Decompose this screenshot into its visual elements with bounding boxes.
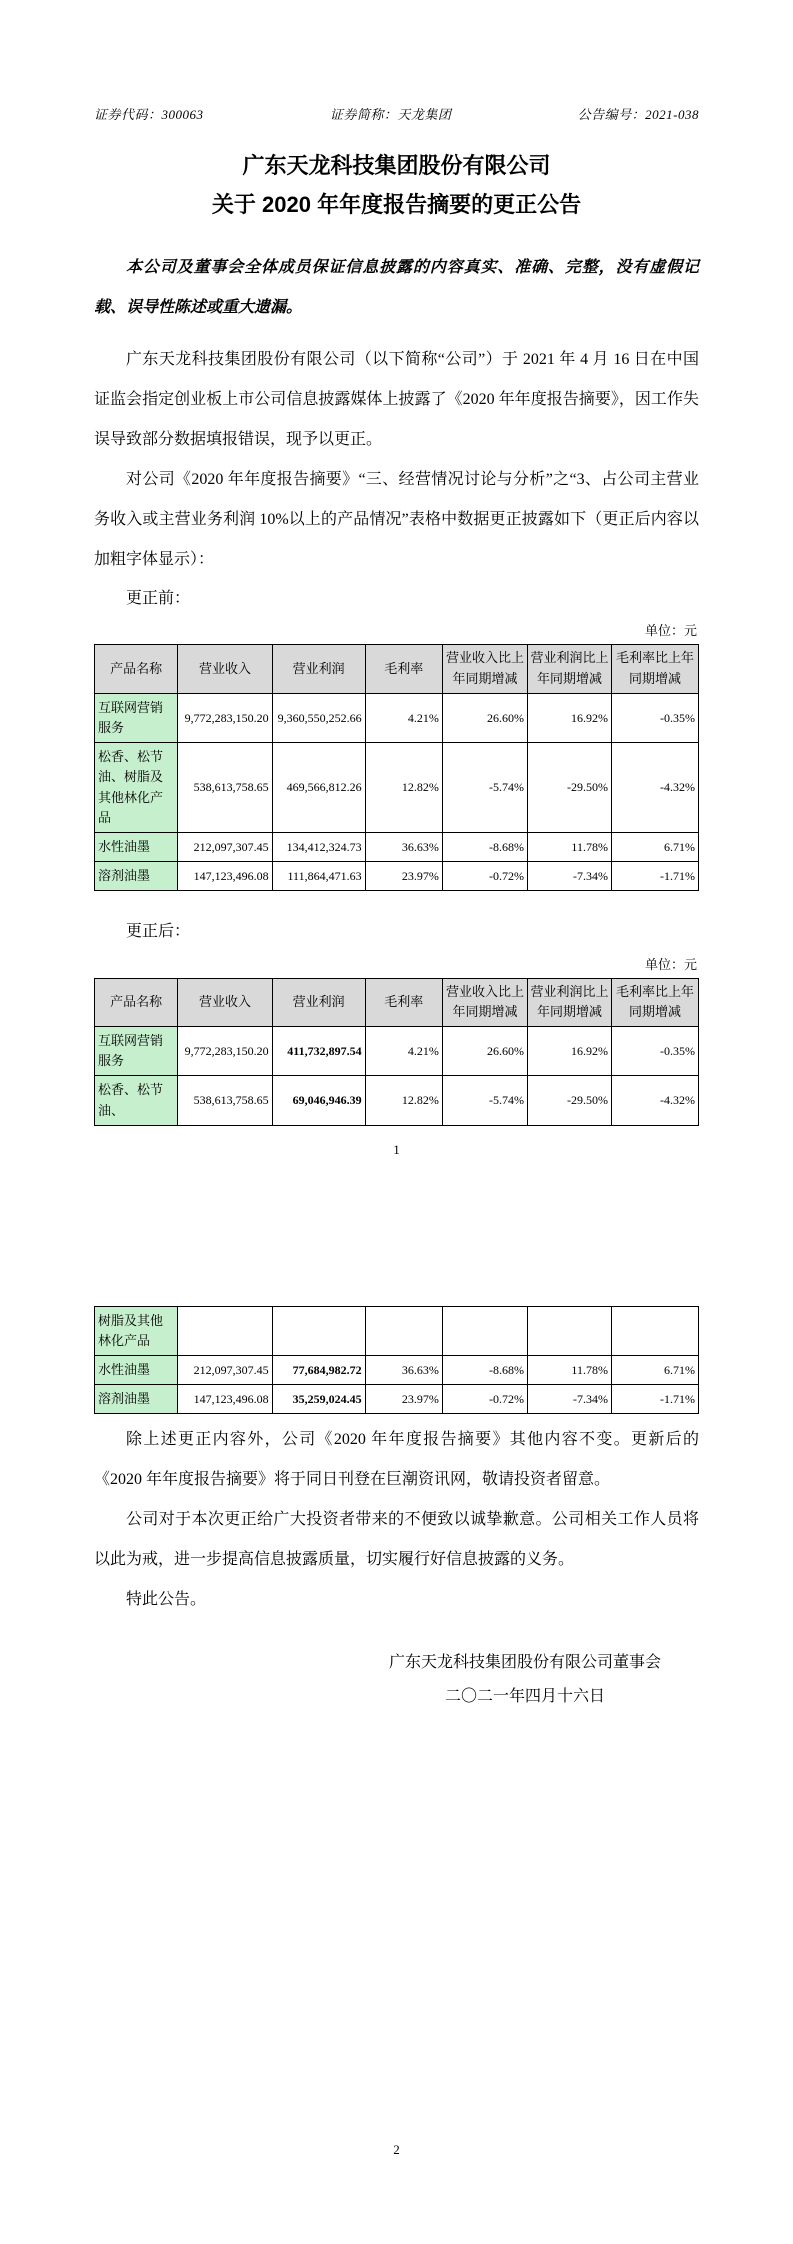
- value-cell: [528, 1306, 612, 1355]
- value-cell: 9,772,283,150.20: [178, 1027, 272, 1076]
- page-2-number: 2: [393, 2142, 400, 2157]
- value-cell: 147,123,496.08: [178, 1385, 272, 1414]
- value-cell: 77,684,982.72: [272, 1355, 365, 1384]
- table-row: [95, 832, 699, 861]
- value-cell: 469,566,812.26: [272, 743, 365, 833]
- product-name-cell: 溶剂油墨: [95, 1385, 178, 1414]
- table-row: [95, 861, 699, 890]
- apology-paragraph: 公司对于本次更正给广大投资者带来的不便致以诚挚歉意。公司相关工作人员将以此为戒，进一步提高信息披露质量，切实履行好信息披露的义务。: [94, 1511, 699, 1569]
- table-row: [95, 1306, 699, 1355]
- column-header: 毛利率比上年同期增减: [611, 978, 698, 1027]
- value-cell: [611, 1306, 698, 1355]
- column-header: 毛利率: [365, 645, 442, 694]
- product-name-cell: 互联网营销服务: [95, 1027, 178, 1076]
- value-cell: 69,046,946.39: [272, 1076, 365, 1125]
- value-cell: 23.97%: [365, 861, 442, 890]
- value-cell: [442, 1306, 527, 1355]
- value-cell: -29.50%: [528, 743, 612, 833]
- product-name-cell: 溶剂油墨: [95, 861, 178, 890]
- value-cell: 12.82%: [365, 743, 442, 833]
- value-cell: 212,097,307.45: [178, 1355, 272, 1384]
- table-row: [95, 743, 699, 833]
- table-before-correction: [94, 644, 699, 891]
- table-header-row: [95, 645, 699, 694]
- value-cell: 538,613,758.65: [178, 1076, 272, 1125]
- column-header: 产品名称: [95, 978, 178, 1027]
- scope-paragraph: 对公司《2020 年年度报告摘要》“三、经营情况讨论与分析”之“3、占公司主营业务收入或主营业务利润 10%以上的产品情况”表格中数据更正披露如下（更正后内容以加粗字体显示）：: [94, 471, 699, 568]
- other-content-paragraph: 除上述更正内容外，公司《2020 年年度报告摘要》其他内容不变。更新后的《2020 年年度报告摘要》将于同日刊登在巨潮资讯网，敬请投资者留意。: [94, 1431, 699, 1489]
- value-cell: 23.97%: [365, 1385, 442, 1414]
- securities-code: 证券代码：300063: [94, 107, 204, 122]
- table-header-row: [95, 978, 699, 1027]
- table-row: [95, 1385, 699, 1414]
- value-cell: 36.63%: [365, 1355, 442, 1384]
- column-header: 毛利率: [365, 978, 442, 1027]
- value-cell: 134,412,324.73: [272, 832, 365, 861]
- before-correction-label: 更正前：: [126, 590, 191, 607]
- value-cell: -8.68%: [442, 1355, 527, 1384]
- after-correction-label: 更正后：: [126, 923, 191, 941]
- value-cell: 26.60%: [442, 1027, 527, 1076]
- doc-header: [94, 104, 699, 123]
- table-row: [95, 1027, 699, 1076]
- value-cell: 147,123,496.08: [178, 861, 272, 890]
- notice-paragraph: 特此公告。: [126, 1591, 207, 1609]
- value-cell: -4.32%: [611, 743, 698, 833]
- column-header: 营业利润: [272, 645, 365, 694]
- signature-date: 二〇二一年四月十六日: [444, 1687, 605, 1705]
- column-header: 毛利率比上年同期增减: [611, 645, 698, 694]
- value-cell: -7.34%: [528, 861, 612, 890]
- value-cell: 35,259,024.45: [272, 1385, 365, 1414]
- product-name-cell: 水性油墨: [95, 832, 178, 861]
- value-cell: [178, 1306, 272, 1355]
- value-cell: -0.72%: [442, 1385, 527, 1414]
- column-header: 营业利润比上年同期增减: [528, 978, 612, 1027]
- value-cell: -5.74%: [442, 743, 527, 833]
- value-cell: 16.92%: [528, 693, 612, 742]
- value-cell: 16.92%: [528, 1027, 612, 1076]
- column-header: 营业收入比上年同期增减: [442, 978, 527, 1027]
- value-cell: 9,772,283,150.20: [178, 693, 272, 742]
- value-cell: 212,097,307.45: [178, 832, 272, 861]
- value-cell: -5.74%: [442, 1076, 527, 1125]
- value-cell: 11.78%: [528, 1355, 612, 1384]
- value-cell: 11.78%: [528, 832, 612, 861]
- value-cell: -1.71%: [611, 861, 698, 890]
- value-cell: -0.72%: [442, 861, 527, 890]
- value-cell: 36.63%: [365, 832, 442, 861]
- page-title-line1: 广东天龙科技集团股份有限公司: [242, 153, 551, 178]
- value-cell: 6.71%: [611, 832, 698, 861]
- product-name-cell: 树脂及其他林化产品: [95, 1306, 178, 1355]
- product-name-cell: 互联网营销服务: [95, 693, 178, 742]
- securities-abbr: 证券简称：天龙集团: [329, 107, 452, 122]
- value-cell: 6.71%: [611, 1355, 698, 1384]
- unit-label-after: 单位：元: [644, 956, 697, 972]
- page-1-number: 1: [393, 1141, 400, 1157]
- signature-company: 广东天龙科技集团股份有限公司董事会: [388, 1654, 661, 1672]
- value-cell: 9,360,550,252.66: [272, 693, 365, 742]
- column-header: 营业利润比上年同期增减: [528, 645, 612, 694]
- table-after-correction-continued: [94, 1306, 699, 1415]
- pledge-paragraph: 本公司及董事会全体成员保证信息披露的内容真实、准确、完整，没有虚假记载、误导性陈述或重大遗漏。: [94, 259, 699, 316]
- value-cell: -4.32%: [611, 1076, 698, 1125]
- column-header: 营业收入: [178, 645, 272, 694]
- value-cell: 4.21%: [365, 1027, 442, 1076]
- page-title-line2: 关于 2020 年年度报告摘要的更正公告: [211, 191, 582, 217]
- column-header: 营业收入: [178, 978, 272, 1027]
- value-cell: -0.35%: [611, 1027, 698, 1076]
- value-cell: -0.35%: [611, 693, 698, 742]
- signature-block: [389, 1646, 661, 1713]
- page-title: [94, 147, 699, 224]
- value-cell: 4.21%: [365, 693, 442, 742]
- column-header: 营业收入比上年同期增减: [442, 645, 527, 694]
- value-cell: 111,864,471.63: [272, 861, 365, 890]
- value-cell: -29.50%: [528, 1076, 612, 1125]
- announcement-number: 公告编号：2021-038: [577, 107, 699, 122]
- table-row: [95, 1076, 699, 1125]
- column-header: 营业利润: [272, 978, 365, 1027]
- value-cell: -7.34%: [528, 1385, 612, 1414]
- value-cell: -8.68%: [442, 832, 527, 861]
- product-name-cell: 松香、松节油、树脂及其他林化产品: [95, 743, 178, 833]
- table-row: [95, 1355, 699, 1384]
- value-cell: [365, 1306, 442, 1355]
- value-cell: -1.71%: [611, 1385, 698, 1414]
- column-header: 产品名称: [95, 645, 178, 694]
- product-name-cell: 松香、松节油、: [95, 1076, 178, 1125]
- table-after-correction: [94, 978, 699, 1126]
- table-row: [95, 693, 699, 742]
- unit-label-before: 单位：元: [644, 623, 697, 639]
- value-cell: 26.60%: [442, 693, 527, 742]
- intro-paragraph: 广东天龙科技集团股份有限公司（以下简称“公司”）于 2021 年 4 月 16 日在中国证监会指定创业板上市公司信息披露媒体上披露了《2020 年年度报告摘要》，因工作失误导致部分数据填报错误，现予以更正。: [94, 351, 699, 448]
- product-name-cell: 水性油墨: [95, 1355, 178, 1384]
- value-cell: 538,613,758.65: [178, 743, 272, 833]
- value-cell: 411,732,897.54: [272, 1027, 365, 1076]
- value-cell: 12.82%: [365, 1076, 442, 1125]
- value-cell: [272, 1306, 365, 1355]
